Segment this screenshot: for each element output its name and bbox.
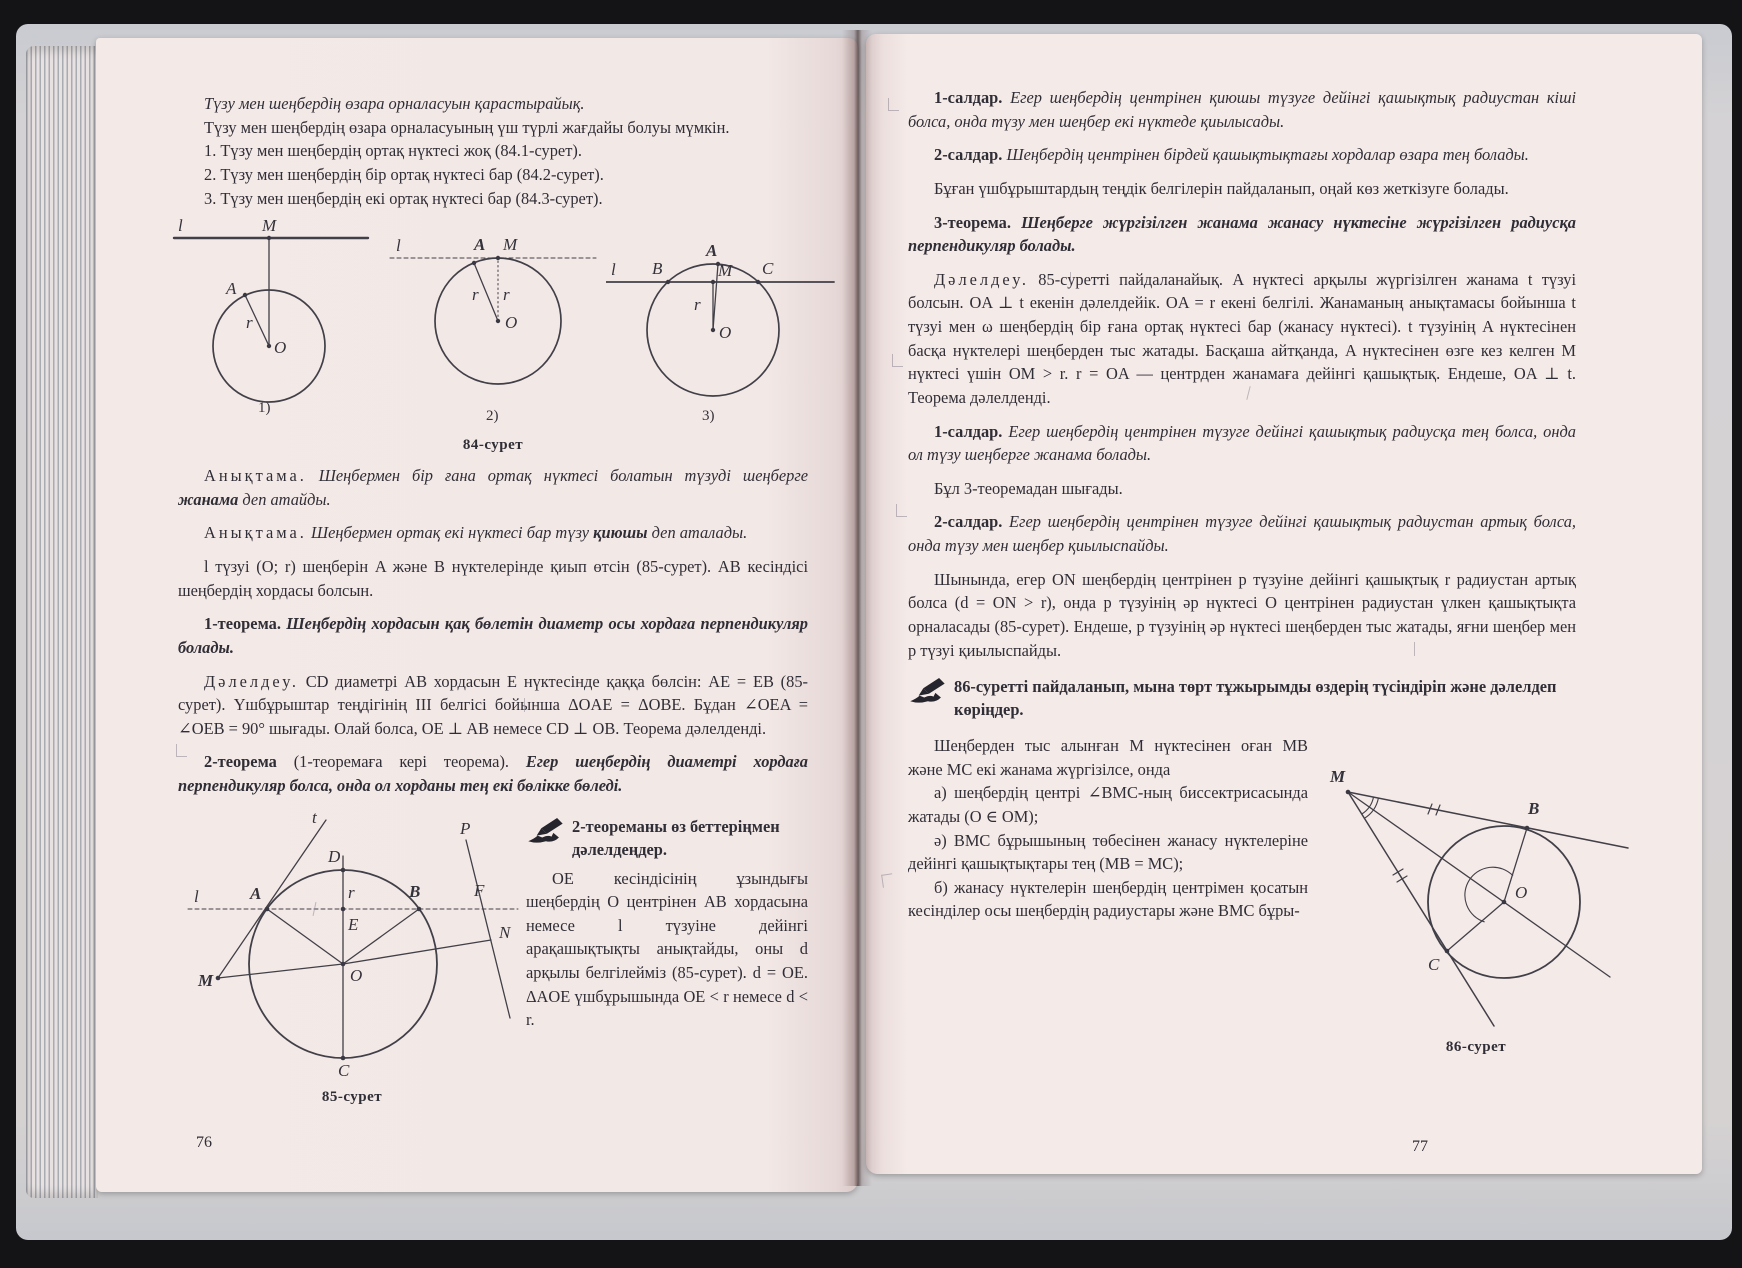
theorem-lead: 2-теорема <box>204 752 277 772</box>
point-label-M: M <box>262 216 277 236</box>
figure-86-side-text <box>908 734 1308 1056</box>
writing-hand-icon <box>526 816 572 849</box>
figure-85 <box>178 806 523 1080</box>
point-label-l: l <box>194 886 199 906</box>
point-label-r: r <box>694 295 701 315</box>
point-label-l: l <box>611 260 616 280</box>
definition-lead: Анықтама. <box>204 466 307 486</box>
proof-3: Дәлелдеу. 85-суретті пайдаланайық. A нүктесі арқылы жүргізілген жанама t түзуі болсын. OA ⊥ t екенін дәлелдейік. OA = r екені белгілі. Жанаманың анықтамасы бойынша t түзуі мен ω шеңбердің бір ғана ортақ нүктесі бар (жанасу нүктесі). t түзуінің A нүктесінен басқа нүктелері шеңберден тыс жатады. Басқаша айтқанда, A нүктесінен өзге кез келген M нүктесі үшін OM > r. r = OA — центрден жанамаға дейінгі қашықтық. Ендеше, OA ⊥ t. Теорема дәлелденді. <box>908 269 1576 407</box>
theorem-3: 3-теорема. Шеңберге жүргізілген жанама жанасу нүктесіне жүргізілген радиусқа перпендикуляр болады. <box>908 212 1576 256</box>
corollary-3-2: 2-салдар. Егер шеңбердің центрінен түзуге дейінгі қашықтық радиустан артық болса, онда түзу мен шеңбер қиылыспайды. <box>908 512 1576 555</box>
point-label-B: B <box>409 881 421 901</box>
task-86 <box>908 676 1576 722</box>
point-label-t: t <box>312 807 317 827</box>
definition-1: Анықтама. Шеңбермен бір ғана ортақ нүктесі болатын түзуді шеңберге жанама деп атайды. <box>178 466 808 509</box>
subfigure-caption: 2) <box>486 408 499 425</box>
point-label-N: N <box>499 922 511 942</box>
point-label-A: A <box>706 242 718 261</box>
point-label-O: O <box>505 313 518 333</box>
definition-2: Анықтама. Шеңбермен ортақ екі нүктесі бар түзу қиюшы деп аталады. <box>204 523 748 543</box>
theorem-lead: 1-теорема. <box>204 614 281 634</box>
point-label-O: O <box>350 965 363 985</box>
corollary-lead: 1-салдар. <box>934 421 1003 441</box>
corollary-3-1: 1-салдар. Егер шеңбердің центрінен түзуге дейінгі қашықтық радиусқа тең болса, онда ол түзу шеңберге жанама болады. <box>908 421 1576 465</box>
point-label-r: r <box>472 285 479 305</box>
pencil-mark <box>892 354 903 367</box>
right-page <box>866 34 1702 1174</box>
point-label-E: E <box>348 914 359 934</box>
proof-lead: Дәлелдеу. <box>934 269 1029 289</box>
theorem-1: 1-теорема. Шеңбердің хордасын қақ бөлетін диаметр осы хордаға перпендикуляр болады. <box>178 614 808 657</box>
intro-paragraph: Түзу мен шеңбердің өзара орналасуының үш түрлі жағдайы болуы мүмкін. <box>204 117 730 137</box>
statement-a: а) шеңбердің центрі ∠BMC-ның биссектрисасында жатады (O ∈ OM); <box>908 783 1308 826</box>
point-label-r: r <box>503 285 510 305</box>
figure-85-column <box>178 806 526 1106</box>
shynynda-paragraph: Шынында, егер ON шеңбердің центрінен p түзуіне дейінгі қашықтық r радиустан артық болса (d = ON > r), онда p түзуінің әр нүктесі O центрінен радиустан үлкен қашықтықта орналасады (85-сурет). Ендеше, p түзуінің әр нүктесі шеңберден тыс жатады, яғни шеңбер мен p түзуі қиылыспайды. <box>908 569 1576 660</box>
case-1: 1. Түзу мен шеңбердің ортақ нүктесі жоқ (84.1-сурет). <box>204 141 582 161</box>
corollary-lead: 2-салдар. <box>934 512 1003 532</box>
figure-84-1 <box>166 216 374 416</box>
figure-84-caption: 84-сурет <box>462 437 524 454</box>
theorem-2: 2-теорема (1-теоремаға кері теорема). Егер шеңбердің диаметрі хордаға перпендикуляр болса, онда ол хорданы тең екі бөлікке бөледі. <box>178 752 808 795</box>
figure-86-block <box>908 734 1640 1056</box>
point-label-F: F <box>474 880 485 900</box>
page-number-left: 76 <box>196 1134 212 1151</box>
figure-84-2 <box>388 228 600 428</box>
case-3: 3. Түзу мен шеңбердің екі ортақ нүктесі бар (84.3-сурет). <box>204 188 603 208</box>
statement-a2: ә) BMC бұрышының төбесінен жанасу нүктелеріне дейінгі қашықтықтары тең (MB = MC); <box>908 830 1308 874</box>
point-label-P: P <box>460 818 471 838</box>
point-label-B: B <box>1528 799 1540 819</box>
m-paragraph: Шеңберден тыс алынған M нүктесінен оған MB және MC екі жанама жүргізілсе, онда <box>908 736 1308 779</box>
point-label-O: O <box>274 338 287 358</box>
corollary-lead: 2-салдар. <box>934 145 1003 165</box>
theorem-lead: 3-теорема. <box>934 212 1011 232</box>
pencil-mark <box>896 504 907 517</box>
pencil-mark <box>881 873 894 887</box>
left-page <box>96 38 858 1192</box>
point-label-M: M <box>198 970 214 990</box>
point-label-r: r <box>348 882 355 902</box>
figure-85-block <box>178 806 808 1106</box>
point-label-A: A <box>250 883 262 903</box>
corollary-2: 2-салдар. Шеңбердің центрінен бірдей қашықтықтағы хордалар өзара тең болады. <box>934 145 1529 165</box>
subfigure-caption: 1) <box>258 400 271 417</box>
subfigure-caption: 3) <box>702 408 715 425</box>
writing-hand-icon <box>908 676 954 709</box>
page-stack-edge <box>26 46 98 1198</box>
point-label-C: C <box>762 259 774 279</box>
corollary-lead: 1-салдар. <box>934 88 1003 107</box>
chord-paragraph: l түзуі (O; r) шеңберін A және B нүктелерінде қиып өтсін (85-сурет). AB кесіндісі шеңбердің хордасы болсын. <box>178 557 808 600</box>
pencil-mark <box>888 98 899 111</box>
figure-85-side-text <box>526 806 808 1106</box>
figure-86-column <box>1308 734 1640 1056</box>
oe-paragraph: OE кесіндісінің ұзындығы шеңбердің O центрінен AB хордасына немесе l түзуіне дейінгі арақашықтықты анықтайды, оны d арқылы белгілейміз (85-сурет). d = OE. ΔAOE үшбұрышында OE < r немесе d < r. <box>526 868 808 1030</box>
task-85 <box>526 816 808 862</box>
point-label-r: r <box>246 313 253 333</box>
point-label-O: O <box>1515 883 1528 903</box>
proof-lead: Дәлелдеу. <box>204 671 299 691</box>
page-number-right: 77 <box>1412 1138 1428 1155</box>
case-2: 2. Түзу мен шеңбердің бір ортақ нүктесі бар (84.2-сурет). <box>204 164 604 184</box>
corollary-1: 1-салдар. Егер шеңбердің центрінен қиюшы түзуге дейінгі қашықтық радиустан кіші болса, онда түзу мен шеңбер екі нүктеде қиылысады. <box>908 88 1576 131</box>
bul-paragraph: Бұл 3-теоремадан шығады. <box>934 478 1123 498</box>
point-label-M: M <box>1330 767 1346 787</box>
point-label-A: A <box>226 279 237 299</box>
figure-84 <box>178 216 808 454</box>
point-label-D: D <box>328 846 341 866</box>
point-label-A: A <box>474 235 486 255</box>
figure-85-caption: 85-сурет <box>321 1088 383 1105</box>
point-label-O: O <box>719 323 732 343</box>
point-label-M: M <box>718 261 733 281</box>
point-label-l: l <box>396 236 401 256</box>
task-85-text: 2-теореманы өз беттеріңмен дәлелдеңдер. <box>572 816 780 859</box>
point-label-C: C <box>338 1060 350 1080</box>
figure-84-3 <box>606 242 838 442</box>
point-label-M: M <box>503 235 518 255</box>
easy-paragraph: Бұған үшбұрыштардың теңдік белгілерін пайдаланып, оңай көз жеткізуге болады. <box>934 178 1509 198</box>
intro-italic: Түзу мен шеңбердің өзара орналасуын қарастырайық. <box>204 94 585 113</box>
point-label-C: C <box>1428 955 1440 975</box>
point-label-l: l <box>178 216 183 236</box>
figure-86 <box>1312 734 1634 1030</box>
task-86-text: 86-суретті пайдаланып, мына төрт тұжырымды өздерің түсіндіріп және дәлелдеп көріңдер. <box>954 677 1557 720</box>
definition-lead: Анықтама. <box>204 523 307 543</box>
point-label-B: B <box>652 259 663 279</box>
statement-b: б) жанасу нүктелерін шеңбердің центрімен қосатын кесінділер осы шеңбердің радиустары және BMC бұры- <box>908 877 1308 921</box>
figure-86-caption: 86-сурет <box>1445 1039 1507 1056</box>
proof-1: Дәлелдеу. CD диаметрі AB хордасын E нүктесінде қаққа бөлсін: AE = EB (85-сурет). Үшбұрыштар теңдігінің III белгісі бойынша ΔOAE = ΔOBE. Бұдан ∠OEA = ∠OEB = 90° шығады. Олай болса, OE ⊥ AB немесе CD ⊥ OB. Теорема дәлелденді. <box>178 671 808 738</box>
